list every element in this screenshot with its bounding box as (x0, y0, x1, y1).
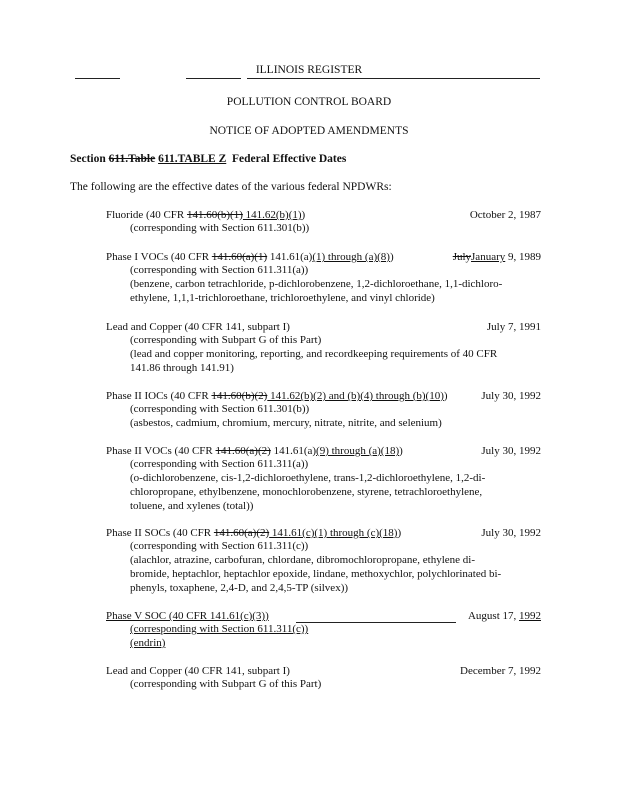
struck-text: 141.60(b)(1) (186, 209, 243, 221)
inserted-text: January (471, 251, 506, 263)
entry-text: Fluoride (40 CFR (106, 209, 187, 221)
header-rule-right (247, 78, 540, 79)
entry-detail: (benzene, carbon tetrachloride, p-dichlorobenzene, 1,2-dichloroethane, 1,1-dichloro- (130, 278, 503, 290)
struck-text: 141.60(a)(2) (213, 527, 270, 539)
entry-correspondence: (corresponding with Subpart G of this Part) (130, 678, 322, 690)
entry-detail: (o-dichlorobenzene, cis-1,2-dichloroethylene, trans-1,2-dichloroethylene, 1,2-di- (130, 472, 486, 484)
section-prefix: Section (70, 153, 109, 165)
entry-text: Phase II IOCs (40 CFR (106, 390, 212, 402)
struck-text: July (452, 251, 472, 263)
header-rule-mid (186, 78, 241, 79)
entry-lead-copper-1: Lead and Copper (40 CFR 141, subpart I) (106, 321, 290, 333)
struck-text: 141.60(b)(2) (211, 390, 268, 402)
entry-phase2-socs (106, 527, 401, 541)
struck-text: 141.60(a)(1) (211, 251, 268, 263)
entry-date: July 30, 1992 (481, 390, 541, 402)
entry-correspondence: (corresponding with Section 611.311(c)) (130, 540, 309, 552)
entry-detail: bromide, heptachlor, heptachlor epoxide, lindane, methoxychlor, polychlorinated bi- (130, 568, 502, 580)
inserted-text: 141.62(b)(1) (242, 209, 302, 221)
entry-text: ) (389, 251, 394, 263)
entry-text: 9, 1989 (505, 251, 541, 263)
entry-date (468, 610, 541, 622)
entry-date: July 30, 1992 (481, 527, 541, 539)
entry-date: July 7, 1991 (486, 321, 541, 333)
entry-text: ) (397, 527, 402, 539)
inserted-text: (9) through (a)(18) (316, 445, 400, 457)
section-inserted: 611.TABLE Z (158, 153, 227, 165)
entry-text: 141.61(a) (267, 251, 313, 263)
entry-detail: (endrin) (130, 637, 166, 649)
leader-rule (296, 622, 456, 623)
entry-text: ) (301, 209, 306, 221)
entry-lead-copper-2: Lead and Copper (40 CFR 141, subpart I) (106, 665, 290, 677)
entry-text: 141.61(a) (270, 445, 317, 457)
entry-text: ) (399, 445, 403, 457)
intro-text: The following are the effective dates of the various federal NPDWRs: (70, 181, 392, 193)
entry-correspondence: (corresponding with Section 611.311(a)) (130, 264, 309, 276)
entry-detail: 141.86 through 141.91) (130, 362, 234, 374)
register-title: ILLINOIS REGISTER (255, 64, 363, 76)
struck-text: 141.60(a)(2) (215, 445, 271, 457)
entry-detail: (asbestos, cadmium, chromium, mercury, nitrate, nitrite, and selenium) (130, 417, 442, 429)
entry-phase5-soc: Phase V SOC (40 CFR 141.61(c)(3)) (106, 610, 269, 622)
entry-detail: toluene, and xylenes (total)) (130, 500, 254, 512)
entry-fluoride (106, 209, 305, 223)
entry-text: Phase II SOCs (40 CFR (106, 527, 214, 539)
entry-text: Phase I VOCs (40 CFR (106, 251, 212, 263)
entry-text: Phase II VOCs (40 CFR (106, 445, 216, 457)
entry-detail: (alachlor, atrazine, carbofuran, chlordane, dibromochloropropane, ethylene di- (130, 554, 475, 566)
section-heading (70, 153, 346, 167)
inserted-text: (1) through (a)(8) (312, 251, 390, 263)
inserted-text: 141.62(b)(2) and (b)(4) through (b)(10) (267, 390, 444, 402)
entry-correspondence: (corresponding with Section 611.301(b)) (130, 222, 310, 234)
section-struck: 611.Table (108, 153, 156, 165)
entry-text: ) (443, 390, 448, 402)
entry-detail: (lead and copper monitoring, reporting, and recordkeeping requirements of 40 CFR (130, 348, 498, 360)
entry-correspondence: (corresponding with Section 611.301(b)) (130, 403, 310, 415)
notice-title: NOTICE OF ADOPTED AMENDMENTS (209, 125, 409, 137)
entry-correspondence: (corresponding with Section 611.311(c)) (130, 623, 309, 635)
entry-detail: chloropropane, ethylbenzene, monochlorobenzene, styrene, tetrachloroethylene, (130, 486, 483, 498)
entry-detail: ethylene, 1,1,1-trichloroethane, trichloroethylene, and vinyl chloride) (130, 292, 435, 304)
entry-phase2-iocs (106, 390, 448, 404)
entry-date: December 7, 1992 (460, 665, 541, 677)
entry-text: August 17, (467, 610, 519, 622)
section-title: Federal Effective Dates (232, 153, 347, 165)
inserted-text: 1992 (519, 610, 541, 622)
inserted-text: 141.61(c)(1) through (c)(18) (269, 527, 398, 539)
entry-date: July 30, 1992 (481, 445, 541, 457)
entry-date: October 2, 1987 (469, 209, 541, 221)
entry-detail: phenyls, toxaphene, 2,4-D, and 2,4,5-TP (silvex)) (130, 582, 349, 594)
entry-correspondence: (corresponding with Subpart G of this Part) (130, 334, 322, 346)
header-rule-left (75, 78, 120, 79)
board-title: POLLUTION CONTROL BOARD (226, 96, 392, 108)
entry-phase2-vocs (106, 445, 403, 459)
entry-phase1-vocs (106, 251, 394, 265)
entry-date (453, 251, 541, 263)
entry-correspondence: (corresponding with Section 611.311(a)) (130, 458, 309, 470)
